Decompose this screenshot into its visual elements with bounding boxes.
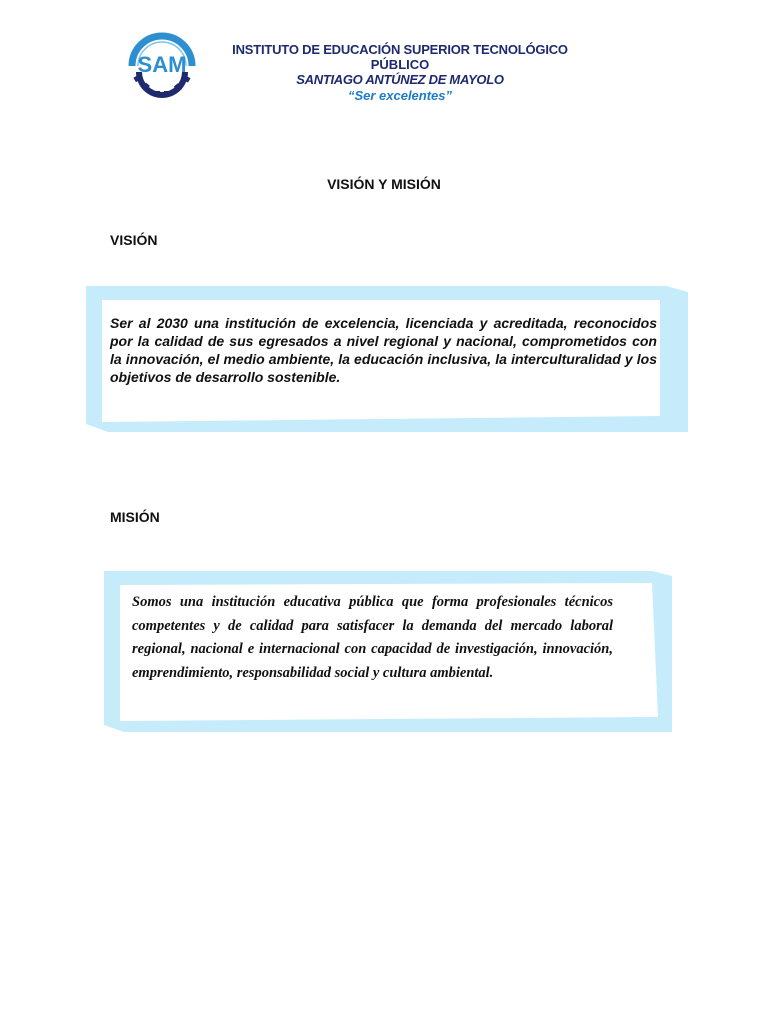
- institute-logo: [122, 32, 202, 100]
- mision-box: [104, 571, 672, 732]
- institute-motto: “Ser excelentes”: [347, 88, 453, 103]
- vision-heading: VISIÓN: [110, 232, 158, 248]
- institute-name-line3: SANTIAGO ANTÚNEZ DE MAYOLO: [296, 72, 504, 87]
- page-title: VISIÓN Y MISIÓN: [327, 176, 441, 192]
- mision-statement: Somos una institución educativa pública que forma profesionales técnicos competentes y de calidad para satisfacer la demanda del mercado laboral regional, nacional e internacional con capacidad de investigación, innovación, emprendimiento, responsabilidad social y cultura ambiental.: [132, 594, 613, 681]
- mision-heading: MISIÓN: [110, 509, 160, 525]
- logo-text: SAM: [137, 52, 187, 77]
- vision-statement: Ser al 2030 una institución de excelencia, licenciada y acreditada, reconocidos por la calidad de sus egresados a nivel regional y nacional, comprometidos con la innovación, el medio ambiente, la educación inclusiva, la interculturalidad y los objetivos de desarrollo sostenible.: [110, 315, 657, 385]
- institute-name-line2: PÚBLICO: [370, 57, 430, 72]
- institute-name-line1: INSTITUTO DE EDUCACIÓN SUPERIOR TECNOLÓGICO: [232, 42, 568, 57]
- vision-box: [86, 286, 688, 432]
